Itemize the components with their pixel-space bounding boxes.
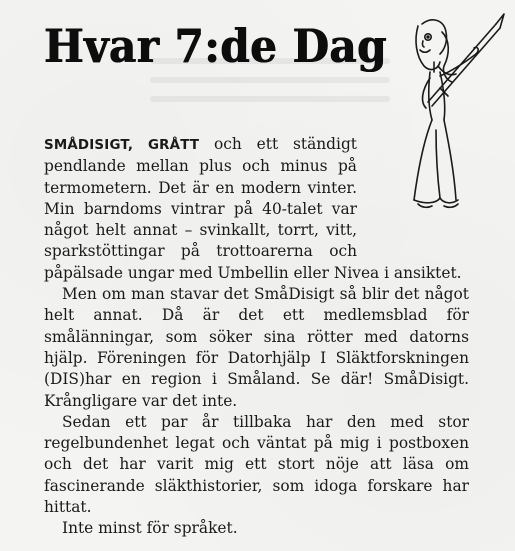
illustration-text-wrap [357, 134, 469, 254]
lead-in: SMÅDISIGT, GRÅTT [44, 138, 200, 153]
paragraph-3: Sedan ett par år tillbaka har den med stor regelbundenhet legat och väntat på mig i postboxen och det har varit mig ett stort nöje att läsa om fascinerande släkthistorier, som idoga forskare har hittat. [44, 412, 469, 517]
paragraph-1-text: och ett ständigt pendlande mellan plus och minus på termometern. Det är en modern vinter. Min barndoms vintrar på 40-talet var något helt annat – svinkallt, torrt, vitt, sparkstöttingar på trottoarerna och påpälsade ungar med Umbellin eller Nivea i ansiktet. [44, 135, 462, 282]
paragraph-4: Inte minst för språket. [62, 519, 238, 538]
paragraph-2: Men om man stavar det SmåDisigt så blir det något helt annat. Då är det ett medlemsblad för smålänningar, som söker sina rötter med datorns hjälp. Föreningen för Datorhjälp I Släktforskningen (DIS)har en region i Småland. Se där! SmåDisigt. Krångligare var det inte. [44, 285, 469, 410]
paragraph-1 [44, 134, 469, 284]
article-body [44, 134, 469, 540]
column-headline: Hvar 7:de Dag [44, 20, 387, 73]
